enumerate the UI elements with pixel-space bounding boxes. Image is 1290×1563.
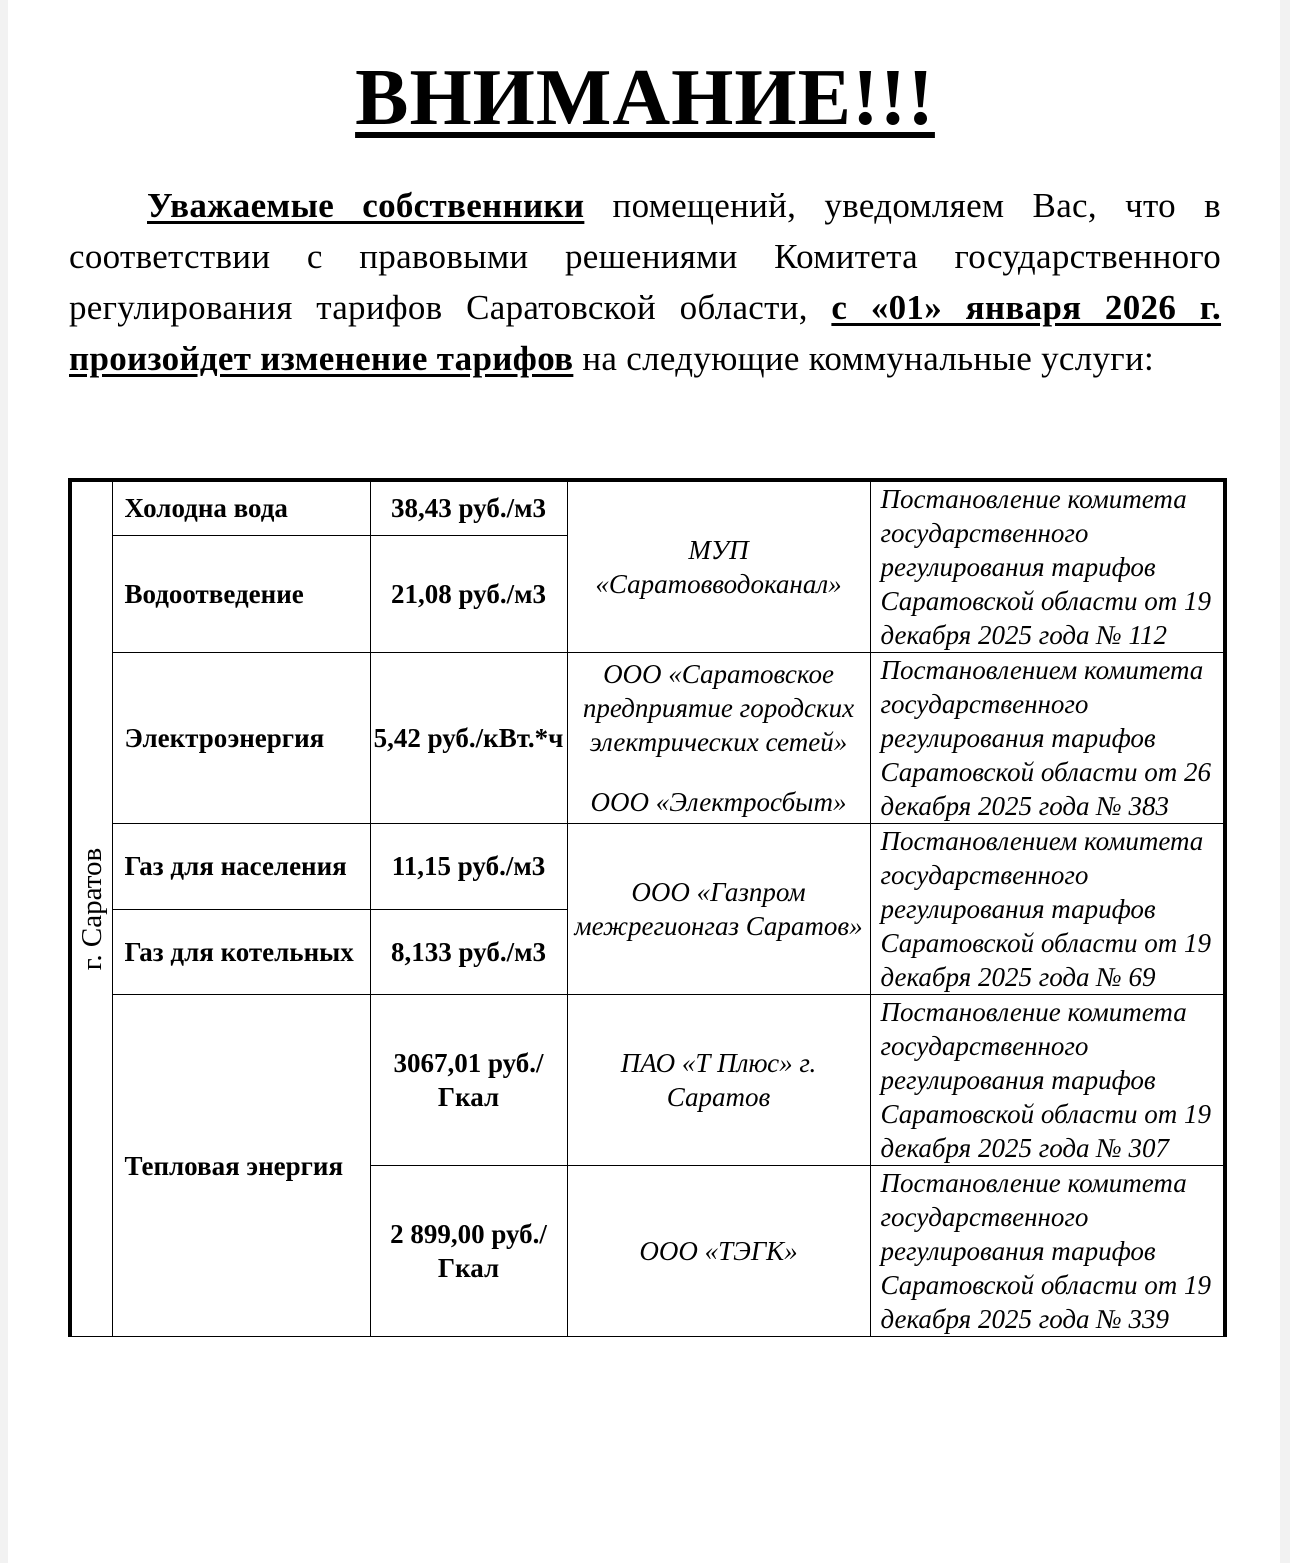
org-cell bbox=[567, 653, 870, 824]
table-row bbox=[70, 653, 1225, 824]
price-cell: 38,43 руб./м3 bbox=[370, 480, 567, 535]
doc-cell: Постановление комитета государственного регулирования тарифов Саратовской области от 19 декабря 2025 года № 307 bbox=[870, 995, 1225, 1166]
price-cell: 2 899,00 руб./Гкал bbox=[370, 1166, 567, 1337]
org-name: ООО «Саратовское предприятие городских электрических сетей» bbox=[582, 659, 855, 757]
price-cell: 5,42 руб./кВт.*ч bbox=[370, 653, 567, 824]
intro-text-1: помещений, уведомляем Вас, что в соответствии с правовыми решениями Комитета государственного регулирования тарифов Саратовской области, bbox=[69, 186, 1221, 327]
service-cell: Водоотведение bbox=[112, 535, 370, 653]
intro-text-2: на следующие коммунальные услуги: bbox=[573, 339, 1155, 378]
service-cell: Тепловая энергия bbox=[112, 995, 370, 1337]
org-cell: ПАО «Т Плюс» г. Саратов bbox=[567, 995, 870, 1166]
doc-cell: Постановлением комитета государственного регулирования тарифов Саратовской области от 26 декабря 2025 года № 383 bbox=[870, 653, 1225, 824]
city-cell bbox=[70, 480, 112, 1337]
table-row bbox=[70, 995, 1225, 1166]
price-cell: 3067,01 руб./Гкал bbox=[370, 995, 567, 1166]
intro-bold-1: Уважаемые собственники bbox=[147, 186, 585, 225]
city-label: г. Саратов bbox=[75, 847, 108, 971]
price-cell: 8,133 руб./м3 bbox=[370, 909, 567, 995]
doc-cell: Постановление комитета государственного регулирования тарифов Саратовской области от 19 декабря 2025 года № 112 bbox=[870, 480, 1225, 653]
table-row bbox=[70, 480, 1225, 535]
org-name: ООО «Электросбыт» bbox=[590, 787, 847, 817]
doc-cell: Постановление комитета государственного регулирования тарифов Саратовской области от 19 декабря 2025 года № 339 bbox=[870, 1166, 1225, 1337]
price-cell: 21,08 руб./м3 bbox=[370, 535, 567, 653]
notice-title: ВНИМАНИЕ!!! bbox=[355, 54, 935, 142]
intro-bold-2: с «01» января 2026 г. произойдет изменение тарифов bbox=[69, 288, 1222, 378]
org-cell: ООО «ТЭГК» bbox=[567, 1166, 870, 1337]
service-cell: Газ для населения bbox=[112, 824, 370, 910]
service-cell: Газ для котельных bbox=[112, 909, 370, 995]
price-cell: 11,15 руб./м3 bbox=[370, 824, 567, 910]
service-cell: Холодна вода bbox=[112, 480, 370, 535]
org-cell: МУП «Саратовводоканал» bbox=[567, 480, 870, 653]
doc-cell: Постановлением комитета государственного регулирования тарифов Саратовской области от 19 декабря 2025 года № 69 bbox=[870, 824, 1225, 995]
intro-paragraph bbox=[69, 180, 1221, 384]
service-cell: Электроэнергия bbox=[112, 653, 370, 824]
notice-title-wrap bbox=[0, 54, 1290, 142]
table-row bbox=[70, 824, 1225, 910]
tariff-table bbox=[68, 478, 1227, 1337]
org-cell: ООО «Газпром межрегионгаз Саратов» bbox=[567, 824, 870, 995]
